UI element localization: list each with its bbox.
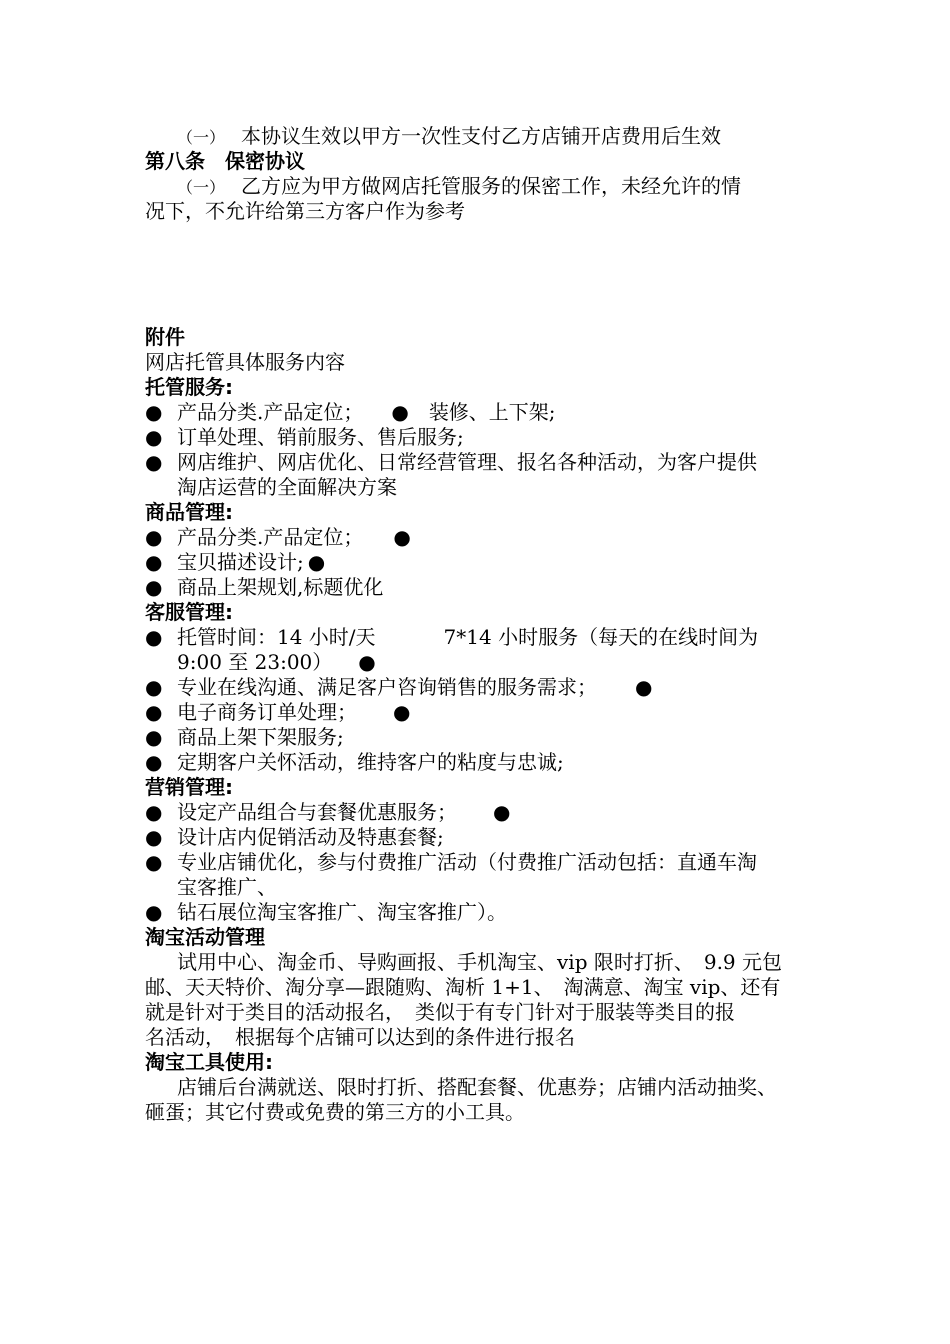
list-item — [145, 550, 810, 575]
bullet-icon — [145, 700, 177, 725]
clause8-title: 第八条 保密协议 — [145, 149, 305, 173]
list-item — [145, 825, 810, 850]
list-item — [145, 900, 810, 925]
list-item-continuation: 宝客推广、 — [177, 875, 277, 899]
paragraph-line: 试用中心、淘金币、导购画报、手机淘宝、vip 限时打折、 9.9 元包 — [177, 950, 783, 974]
list-item-text: 托管时间：14 小时/天 — [177, 625, 376, 649]
list-item — [145, 800, 810, 825]
list-item — [145, 400, 810, 425]
list-item-text: 定期客户关怀活动，维持客户的粘度与忠诚; — [177, 750, 564, 774]
bullet-icon — [145, 800, 177, 825]
products-heading: 商品管理: — [145, 500, 233, 524]
item-text: 本协议生效以甲方一次性支付乙方店铺开店费用后生效 — [241, 124, 722, 148]
bullet-icon — [308, 550, 325, 575]
document-body — [145, 124, 810, 1125]
bullet-icon — [493, 800, 510, 825]
list-item — [145, 675, 810, 700]
clause8-item1-line2: 况下，不允许给第三方客户作为参考 — [145, 199, 465, 223]
item-number: （一） — [177, 178, 226, 197]
bullet-icon — [145, 675, 177, 700]
list-item-text: 7*14 小时服务（每天的在线时间为 — [443, 625, 759, 649]
list-item — [145, 725, 810, 750]
list-item — [145, 750, 810, 775]
list-item-text: 设定产品组合与套餐优惠服务； — [177, 800, 457, 824]
list-item-continuation: 淘店运营的全面解决方案 — [177, 475, 397, 499]
service-heading: 客服管理: — [145, 600, 233, 624]
bullet-icon — [145, 450, 177, 475]
bullet-icon — [635, 675, 652, 700]
bullet-icon — [145, 825, 177, 850]
bullet-icon — [145, 525, 177, 550]
bullet-icon — [358, 650, 375, 674]
list-item-text: 商品上架下架服务; — [177, 725, 344, 749]
bullet-icon — [391, 400, 408, 425]
paragraph-line: 砸蛋；其它付费或免费的第三方的小工具。 — [145, 1100, 525, 1124]
item-number: （一） — [177, 128, 226, 147]
list-item-text: 电子商务订单处理； — [177, 700, 357, 724]
bullet-icon — [145, 750, 177, 775]
bullet-icon — [145, 425, 177, 450]
list-item — [145, 425, 810, 450]
attachment-title: 附件 — [145, 325, 185, 349]
bullet-icon — [145, 625, 177, 650]
list-item-continuation — [145, 650, 810, 675]
bullet-icon — [145, 550, 177, 575]
taobao-tools-heading: 淘宝工具使用: — [145, 1050, 273, 1074]
spacer — [145, 224, 810, 325]
list-item — [145, 450, 810, 475]
list-item-text: 专业店铺优化，参与付费推广活动（付费推广活动包括：直通车淘 — [177, 850, 757, 874]
paragraph-line: 就是针对于类目的活动报名， 类似于有专门针对于服装等类目的报 — [145, 1000, 735, 1024]
bullet-icon — [393, 700, 410, 725]
list-item-text: 宝贝描述设计; — [177, 550, 304, 574]
bullet-icon — [393, 525, 410, 550]
paragraph-line: 邮、天天特价、淘分享—跟随购、淘析 1+1、 淘满意、淘宝 vip、还有 — [145, 975, 781, 999]
bullet-icon — [145, 850, 177, 875]
clause8-item1-line1 — [145, 174, 810, 199]
list-item — [145, 625, 810, 650]
list-item-text: 订单处理、销前服务、售后服务; — [177, 425, 464, 449]
paragraph-line: 名活动， 根据每个店铺可以达到的条件进行报名 — [145, 1025, 575, 1049]
list-item-text: 产品分类.产品定位； — [177, 400, 364, 424]
bullet-icon — [145, 725, 177, 750]
paragraph-line: 店铺后台满就送、限时打折、搭配套餐、优惠券；店铺内活动抽奖、 — [177, 1075, 777, 1099]
list-item-text: 9:00 至 23:00） — [177, 650, 333, 674]
list-item — [145, 850, 810, 875]
item-text: 乙方应为甲方做网店托管服务的保密工作，未经允许的情 — [241, 174, 742, 198]
list-item-text: 产品分类.产品定位； — [177, 525, 364, 549]
taobao-activity-heading: 淘宝活动管理 — [145, 925, 265, 949]
list-item — [145, 575, 810, 600]
marketing-heading: 营销管理: — [145, 775, 233, 799]
hosting-heading: 托管服务: — [145, 375, 233, 399]
list-item-text: 设计店内促销活动及特惠套餐; — [177, 825, 444, 849]
bullet-icon — [145, 400, 177, 425]
list-item-text: 商品上架规划,标题优化 — [177, 575, 384, 599]
attachment-subtitle: 网店托管具体服务内容 — [145, 350, 345, 374]
bullet-icon — [145, 900, 177, 925]
bullet-icon — [145, 575, 177, 600]
list-item — [145, 525, 810, 550]
list-item — [145, 700, 810, 725]
list-item-text: 网店维护、网店优化、日常经营管理、报名各种活动，为客户提供 — [177, 450, 757, 474]
list-item-text: 装修、上下架; — [428, 400, 556, 424]
list-item-text: 钻石展位淘宝客推广、淘宝客推广）。 — [177, 900, 507, 924]
clause7-item1 — [145, 124, 810, 149]
list-item-text: 专业在线沟通、满足客户咨询销售的服务需求； — [177, 675, 597, 699]
